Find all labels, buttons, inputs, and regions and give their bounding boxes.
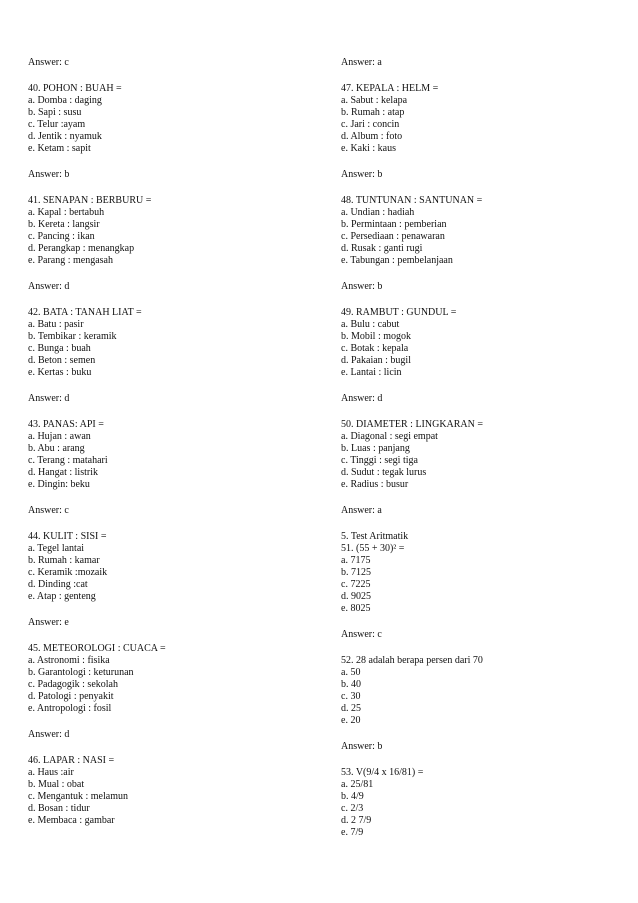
option-text: d. Rusak : ganti rugi	[341, 243, 423, 254]
question-text: 53. V(9/4 x 16/81) =	[341, 767, 424, 778]
question-text: 50. DIAMETER : LINGKARAN =	[341, 419, 484, 430]
option-text: d. Bosan : tidur	[28, 803, 90, 814]
question-text: 42. BATA : TANAH LIAT =	[28, 307, 142, 318]
option-text: c. 2/3	[341, 803, 364, 814]
option-text: d. Hangat : listrik	[28, 467, 98, 478]
option-text: a. 7175	[341, 555, 371, 566]
option-text: c. Persediaan : penawaran	[341, 231, 445, 242]
option-text: a. Domba : daging	[28, 95, 102, 106]
option-text: c. Pancing : ikan	[28, 231, 95, 242]
answer-line: Answer: c	[28, 57, 69, 68]
option-text: a. Hujan : awan	[28, 431, 91, 442]
answer-line: Answer: b	[28, 169, 70, 180]
option-text: a. Haus :air	[28, 767, 74, 778]
option-text: e. Atap : genteng	[28, 591, 96, 602]
question-block	[341, 419, 631, 491]
question-block	[28, 643, 318, 715]
question-text: 47. KEPALA : HELM =	[341, 83, 439, 94]
question-text: 46. LAPAR : NASI =	[28, 755, 115, 766]
answer-line: Answer: c	[341, 629, 382, 640]
option-text: b. Permintaan : pemberian	[341, 219, 447, 230]
question-text: 41. SENAPAN : BERBURU =	[28, 195, 152, 206]
option-text: b. 4/9	[341, 791, 364, 802]
answer-line: Answer: b	[341, 741, 383, 752]
option-text: a. Kapal : bertabuh	[28, 207, 105, 218]
question-block	[28, 419, 318, 491]
question-text: 48. TUNTUNAN : SANTUNAN =	[341, 195, 483, 206]
option-text: c. 7225	[341, 579, 371, 590]
option-text: b. Mual : obat	[28, 779, 85, 790]
option-text: e. 7/9	[341, 827, 364, 838]
answer-line: Answer: b	[341, 169, 383, 180]
option-text: a. Batu : pasir	[28, 319, 84, 330]
question-block	[341, 767, 631, 839]
question-text: 43. PANAS: API =	[28, 419, 104, 430]
option-text: b. Mobil : mogok	[341, 331, 412, 342]
option-text: e. Antropologi : fosil	[28, 703, 112, 714]
answer-line: Answer: b	[341, 281, 383, 292]
answer-line: Answer: c	[28, 505, 69, 516]
answer-line: Answer: d	[341, 393, 383, 404]
option-text: a. 25/81	[341, 779, 374, 790]
option-text: b. Rumah : atap	[341, 107, 405, 118]
option-text: b. Kereta : langsir	[28, 219, 100, 230]
answer-line: Answer: d	[28, 729, 70, 740]
option-text: d. Perangkap : menangkap	[28, 243, 135, 254]
option-text: b. 40	[341, 679, 361, 690]
question-text: 44. KULIT : SISI =	[28, 531, 107, 542]
question-block	[341, 307, 631, 379]
question-block	[341, 531, 631, 615]
question-block	[28, 531, 318, 603]
option-text: d. 9025	[341, 591, 371, 602]
option-text: a. Diagonal : segi empat	[341, 431, 438, 442]
option-text: a. Astronomi : fisika	[28, 655, 110, 666]
option-text: d. Beton : semen	[28, 355, 96, 366]
question-block	[28, 307, 318, 379]
option-text: c. Keramik :mozaik	[28, 567, 108, 578]
option-text: e. Tabungan : pembelanjaan	[341, 255, 453, 266]
option-text: b. Tembikar : keramik	[28, 331, 117, 342]
question-block	[28, 755, 318, 827]
option-text: a. Undian : hadiah	[341, 207, 415, 218]
option-text: c. Mengantuk : melamun	[28, 791, 128, 802]
option-text: c. Telur :ayam	[28, 119, 86, 130]
option-text: e. 8025	[341, 603, 371, 614]
left-column	[28, 57, 318, 827]
option-text: e. Dingin: beku	[28, 479, 90, 490]
option-text: e. Kertas : buku	[28, 367, 92, 378]
option-text: b. Garantologi : keturunan	[28, 667, 134, 678]
option-text: e. Radius : busur	[341, 479, 409, 490]
option-text: c. Botak : kepala	[341, 343, 409, 354]
option-text: e. Ketam : sapit	[28, 143, 91, 154]
right-column	[341, 57, 631, 839]
option-text: c. Padagogik : sekolah	[28, 679, 118, 690]
answer-line: Answer: a	[341, 57, 382, 68]
question-text: 5. Test Aritmatik	[341, 531, 409, 542]
option-text: b. Luas : panjang	[341, 443, 410, 454]
question-text: 52. 28 adalah berapa persen dari 70	[341, 655, 483, 666]
option-text: a. 50	[341, 667, 361, 678]
question-block	[341, 83, 631, 155]
option-text: c. Jari : concin	[341, 119, 400, 130]
option-text: b. Abu : arang	[28, 443, 85, 454]
option-text: c. 30	[341, 691, 361, 702]
answer-line: Answer: e	[28, 617, 69, 628]
option-text: e. Lantai : licin	[341, 367, 402, 378]
answer-line: Answer: a	[341, 505, 382, 516]
question-block	[28, 83, 318, 155]
question-block	[28, 195, 318, 267]
answer-line: Answer: d	[28, 393, 70, 404]
option-text: b. 7125	[341, 567, 371, 578]
answer-line: Answer: d	[28, 281, 70, 292]
option-text: e. Parang : mengasah	[28, 255, 113, 266]
question-block	[341, 655, 631, 727]
option-text: d. Sudut : tegak lurus	[341, 467, 427, 478]
option-text: b. Sapi : susu	[28, 107, 82, 118]
option-text: 51. (55 + 30)² =	[341, 543, 405, 554]
option-text: b. Rumah : kamar	[28, 555, 100, 566]
option-text: a. Bulu : cabut	[341, 319, 400, 330]
option-text: d. Patologi : penyakit	[28, 691, 114, 702]
option-text: d. Dinding :cat	[28, 579, 88, 590]
question-block	[341, 195, 631, 267]
option-text: d. Jentik : nyamuk	[28, 131, 102, 142]
option-text: a. Sabut : kelapa	[341, 95, 408, 106]
question-text: 40. POHON : BUAH =	[28, 83, 122, 94]
option-text: d. 25	[341, 703, 361, 714]
option-text: e. Membaca : gambar	[28, 815, 115, 826]
option-text: c. Bunga : buah	[28, 343, 91, 354]
option-text: c. Tinggi : segi tiga	[341, 455, 418, 466]
option-text: d. 2 7/9	[341, 815, 372, 826]
option-text: c. Terang : matahari	[28, 455, 108, 466]
option-text: a. Tegel lantai	[28, 543, 85, 554]
option-text: d. Pakaian : bugil	[341, 355, 411, 366]
option-text: e. 20	[341, 715, 361, 726]
option-text: d. Album : foto	[341, 131, 403, 142]
question-text: 45. METEOROLOGI : CUACA =	[28, 643, 166, 654]
question-text: 49. RAMBUT : GUNDUL =	[341, 307, 457, 318]
option-text: e. Kaki : kaus	[341, 143, 396, 154]
